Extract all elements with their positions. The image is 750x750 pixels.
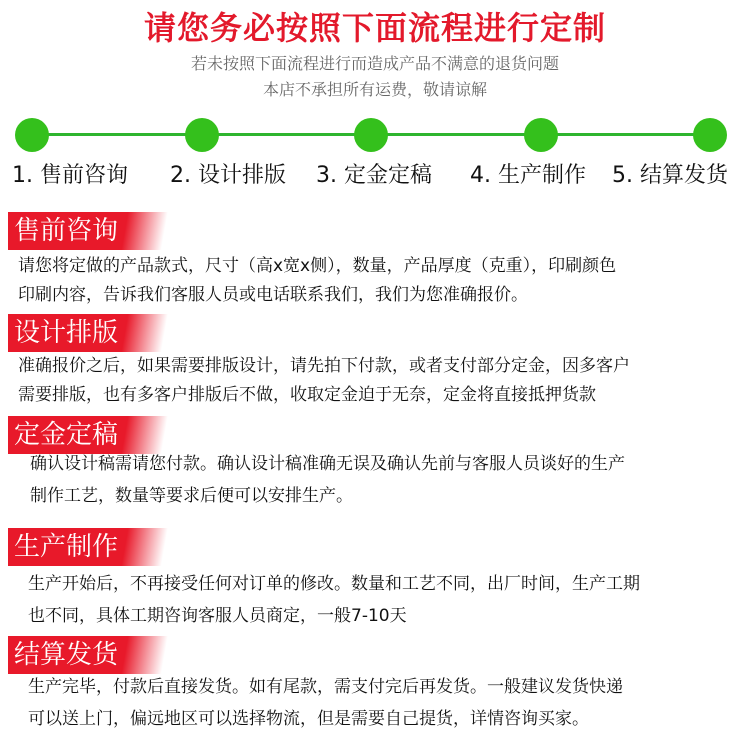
step-label-2: 2. 设计排版 <box>170 163 286 188</box>
page-title: 请您务必按照下面流程进行定制 <box>143 9 606 47</box>
step-dot-1 <box>15 118 49 152</box>
body-line: 需要排版，也有多客户排版后不做，收取定金迫于无奈，定金将直接抵押货款 <box>18 385 596 405</box>
section-body <box>30 450 746 511</box>
body-line: 准确报价之后，如果需要排版设计，请先拍下付款，或者支付部分定金，因多客户 <box>18 356 630 376</box>
body-line: 制作工艺，数量等要求后便可以安排生产。 <box>30 486 353 506</box>
step-dot-4 <box>524 118 558 152</box>
body-line: 生产完毕，付款后直接发货。如有尾款，需支付完后再发货。一般建议发货快递 <box>28 677 623 697</box>
step-dot-2 <box>185 118 219 152</box>
step-label-4: 4. 生产制作 <box>470 163 586 188</box>
step-dot-3 <box>354 118 388 152</box>
notice-line-2: 本店不承担所有运费，敬请谅解 <box>262 80 487 99</box>
section-body <box>18 252 746 310</box>
section-title: 设计排版 <box>8 314 168 352</box>
step-label-5: 5. 结算发货 <box>612 163 728 188</box>
section-body <box>28 673 746 734</box>
body-line: 可以送上门，偏远地区可以选择物流，但是需要自己提货，详情咨询买家。 <box>28 709 589 729</box>
body-line: 请您将定做的产品款式，尺寸（高x宽x侧），数量，产品厚度（克重），印刷颜色 <box>18 256 617 276</box>
section-title: 售前咨询 <box>8 212 168 250</box>
body-line: 印刷内容，告诉我们客服人员或电话联系我们，我们为您准确报价。 <box>18 285 528 305</box>
section-body <box>18 352 746 410</box>
step-label-3: 3. 定金定稿 <box>316 163 432 188</box>
section-title: 生产制作 <box>8 528 168 566</box>
step-label-1: 1. 售前咨询 <box>12 163 128 188</box>
body-line: 生产开始后，不再接受任何对订单的修改。数量和工艺不同，出厂时间，生产工期 <box>28 574 640 594</box>
body-line: 也不同，具体工期咨询客服人员商定，一般7-10天 <box>28 606 407 626</box>
section-title: 结算发货 <box>8 636 168 674</box>
section-title: 定金定稿 <box>8 416 168 454</box>
section-body <box>28 570 746 631</box>
notice-line-1: 若未按照下面流程进行而造成产品不满意的退货问题 <box>190 54 559 73</box>
step-dot-5 <box>693 118 727 152</box>
body-line: 确认设计稿需请您付款。确认设计稿准确无误及确认先前与客服人员谈好的生产 <box>30 454 625 474</box>
